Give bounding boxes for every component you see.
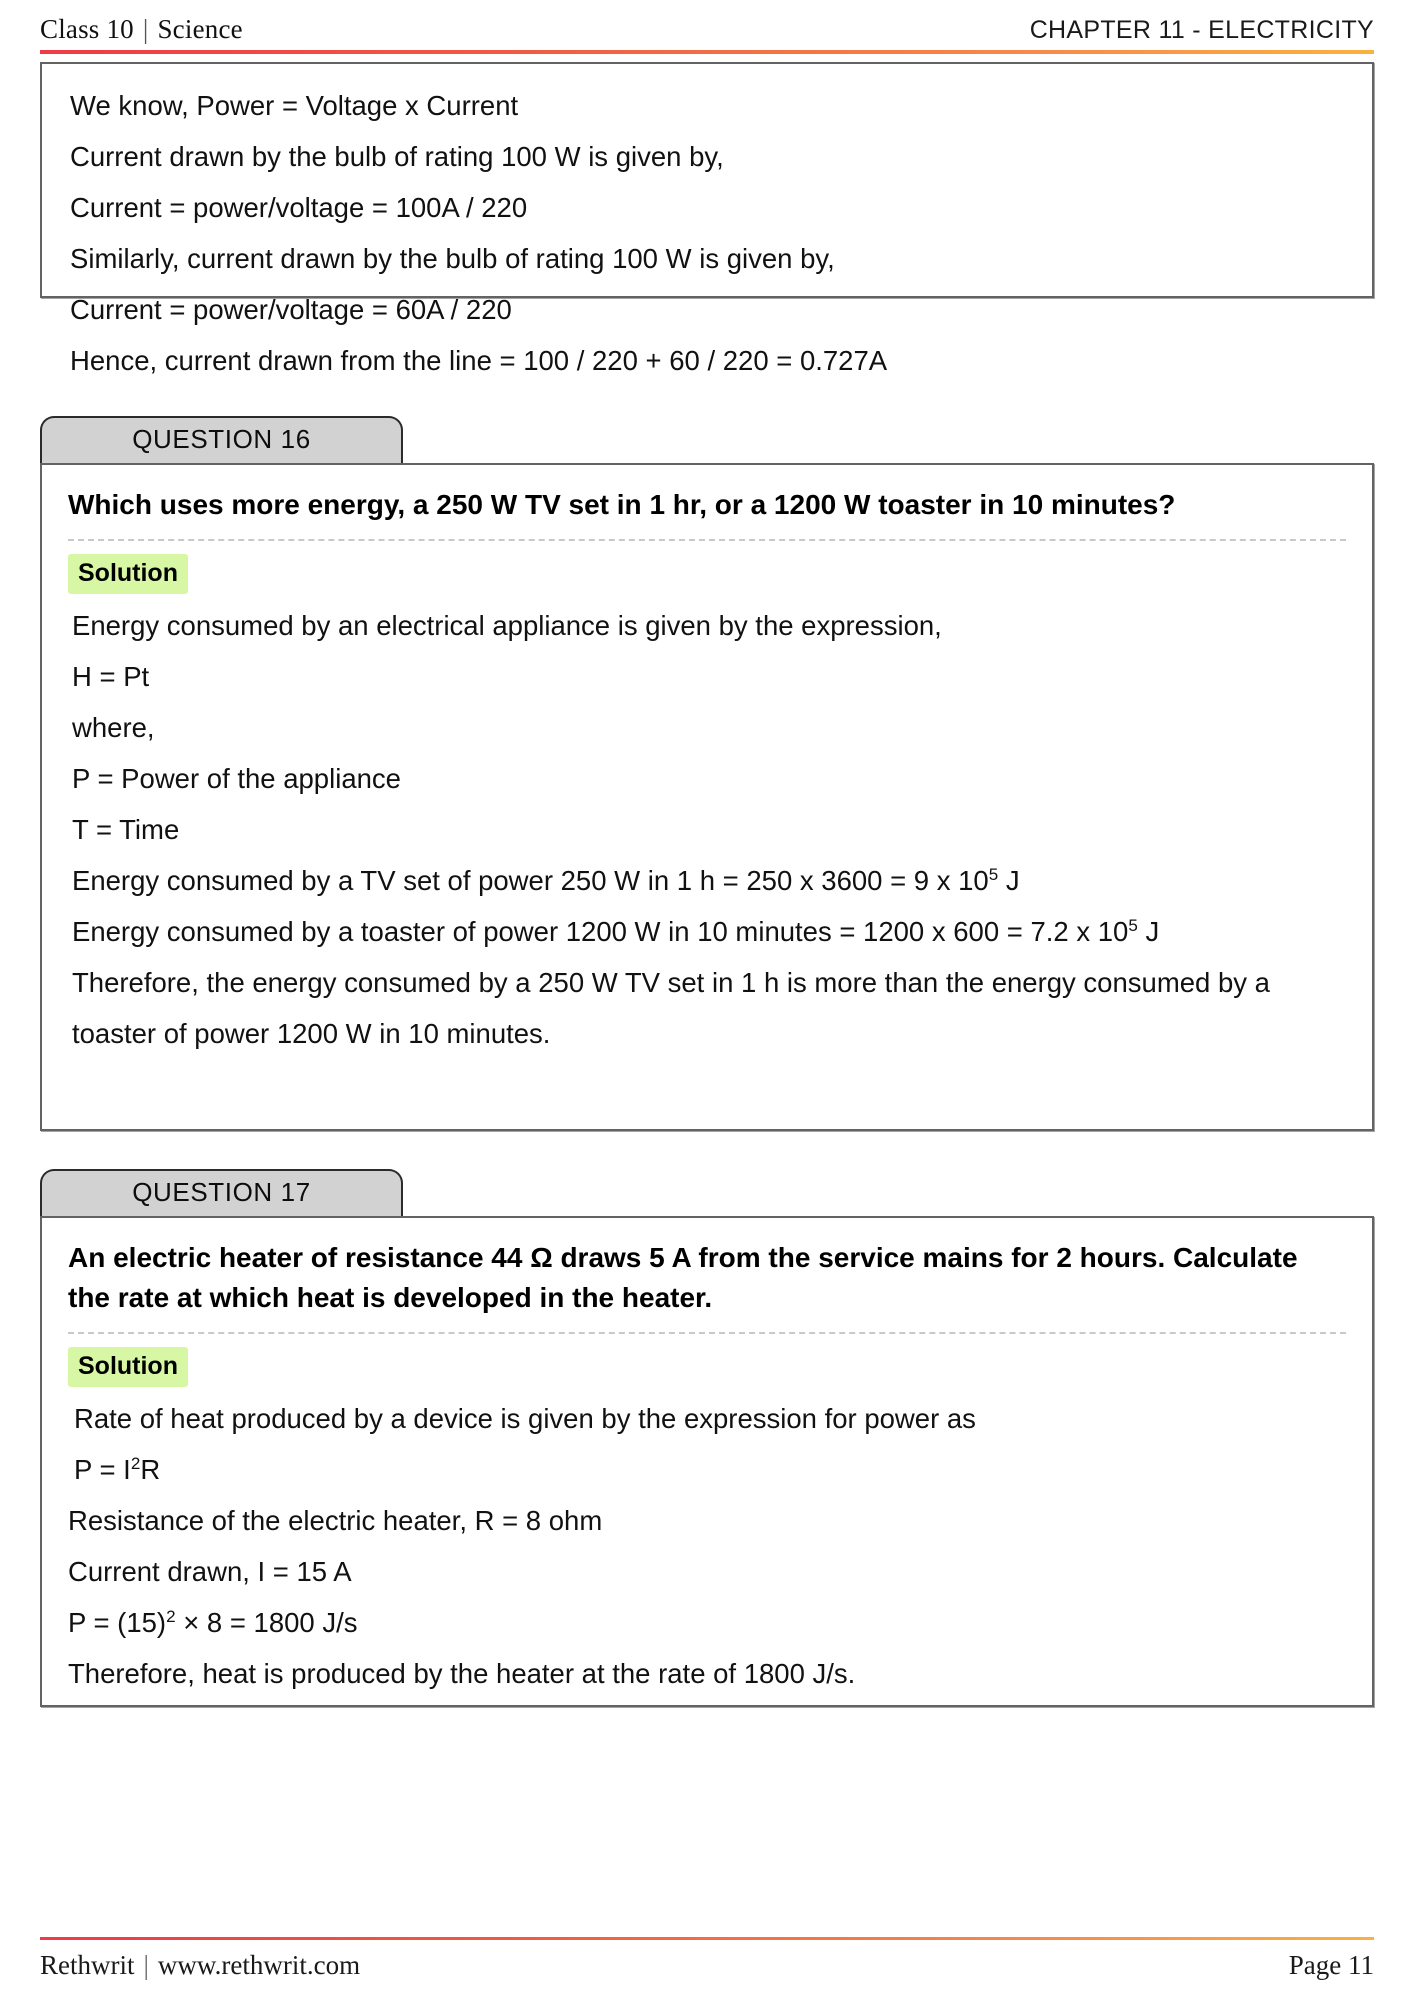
power-formula-pre: P = I [74, 1454, 131, 1485]
solution-line-power-formula [74, 1444, 1346, 1495]
header-separator: | [142, 14, 149, 44]
tv-energy-exponent: 5 [988, 864, 999, 884]
question-16-tab-label: QUESTION 16 [132, 424, 311, 454]
toaster-energy-text: Energy consumed by a toaster of power 1200 W in 10 minutes = 1200 x 600 = 7.2 x 10 [72, 916, 1129, 947]
question-17-box [40, 1216, 1374, 1707]
question-17-solution-badge: Solution [68, 1347, 188, 1387]
question-16-separator [68, 539, 1346, 541]
answer-line: Current = power/voltage = 100A / 220 [70, 192, 528, 223]
toaster-energy-unit: J [1137, 916, 1160, 947]
continuation-answer-box [40, 62, 1374, 376]
answer-line: Current = power/voltage = 60A / 220 [70, 294, 512, 325]
solution-line-current: Current drawn, I = 15 A [68, 1556, 352, 1587]
solution-line-toaster-energy [72, 906, 1346, 957]
question-16-conclusion: Therefore, the energy consumed by a 250 W TV set in 1 h is more than the energy consumed by a toaster of power 1200 W in 10 minutes. [72, 967, 1270, 1049]
question-17-tab-label: QUESTION 17 [132, 1177, 311, 1207]
answer-line: Hence, current drawn from the line = 100 / 220 + 60 / 220 = 0.727A [70, 345, 888, 376]
footer-page-number: Page 11 [1288, 1950, 1374, 1980]
calculation-pre: P = (15) [68, 1607, 167, 1638]
question-17-tab[interactable] [40, 1169, 403, 1216]
answer-line: We know, Power = Voltage x Current [70, 90, 519, 121]
footer-website-link[interactable]: www.rethwrit.com [157, 1950, 361, 1980]
footer-brand: Rethwrit [40, 1950, 135, 1980]
question-17-title: An electric heater of resistance 44 Ω draws 5 A from the service mains for 2 hours. Calculate the rate at which heat is developed in the heater. [68, 1242, 1298, 1313]
power-formula-exponent: 2 [130, 1453, 141, 1473]
header-course: Class 10 [40, 14, 134, 44]
question-17-separator [68, 1332, 1346, 1334]
footer-brand-block [40, 1950, 360, 1981]
footer-separator: | [143, 1950, 149, 1980]
calculation-exponent: 2 [166, 1606, 176, 1626]
answer-line: Similarly, current drawn by the bulb of rating 100 W is given by, [70, 243, 835, 274]
header-chapter-title: CHAPTER 11 - ELECTRICITY [1029, 16, 1374, 44]
power-formula-post: R [140, 1454, 161, 1485]
tv-energy-unit: J [998, 865, 1020, 896]
solution-line: P = Power of the appliance [72, 763, 401, 794]
page-footer [40, 1950, 1374, 1981]
solution-line-rate: Rate of heat produced by a device is given by the expression for power as [74, 1403, 976, 1434]
tv-energy-text: Energy consumed by a TV set of power 250 W in 1 h = 250 x 3600 = 9 x 10 [72, 865, 989, 896]
answer-line: Current drawn by the bulb of rating 100 W is given by, [70, 141, 724, 172]
question-16-box [40, 463, 1374, 1131]
calculation-post: × 8 = 1800 J/s [175, 1607, 358, 1638]
solution-line-calculation [68, 1597, 1346, 1648]
solution-line-tv-energy [72, 855, 1346, 906]
question-17-conclusion: Therefore, heat is produced by the heater at the rate of 1800 J/s. [68, 1658, 856, 1689]
question-16-tab[interactable] [40, 416, 403, 463]
question-16-title: Which uses more energy, a 250 W TV set in 1 hr, or a 1200 W toaster in 10 minutes? [68, 489, 1176, 520]
footer-divider-rule [40, 1937, 1374, 1940]
solution-line: T = Time [72, 814, 180, 845]
header-divider-rule [40, 50, 1374, 54]
page-header [40, 14, 1374, 45]
solution-line: Energy consumed by an electrical appliance is given by the expression, [72, 610, 942, 641]
solution-line-resistance: Resistance of the electric heater, R = 8 ohm [68, 1505, 603, 1536]
solution-line: H = Pt [72, 661, 150, 692]
toaster-energy-exponent: 5 [1128, 915, 1138, 935]
header-course-subject [40, 14, 243, 45]
question-16-solution-badge: Solution [68, 554, 188, 594]
solution-line: where, [72, 712, 155, 743]
header-subject: Science [157, 14, 243, 44]
